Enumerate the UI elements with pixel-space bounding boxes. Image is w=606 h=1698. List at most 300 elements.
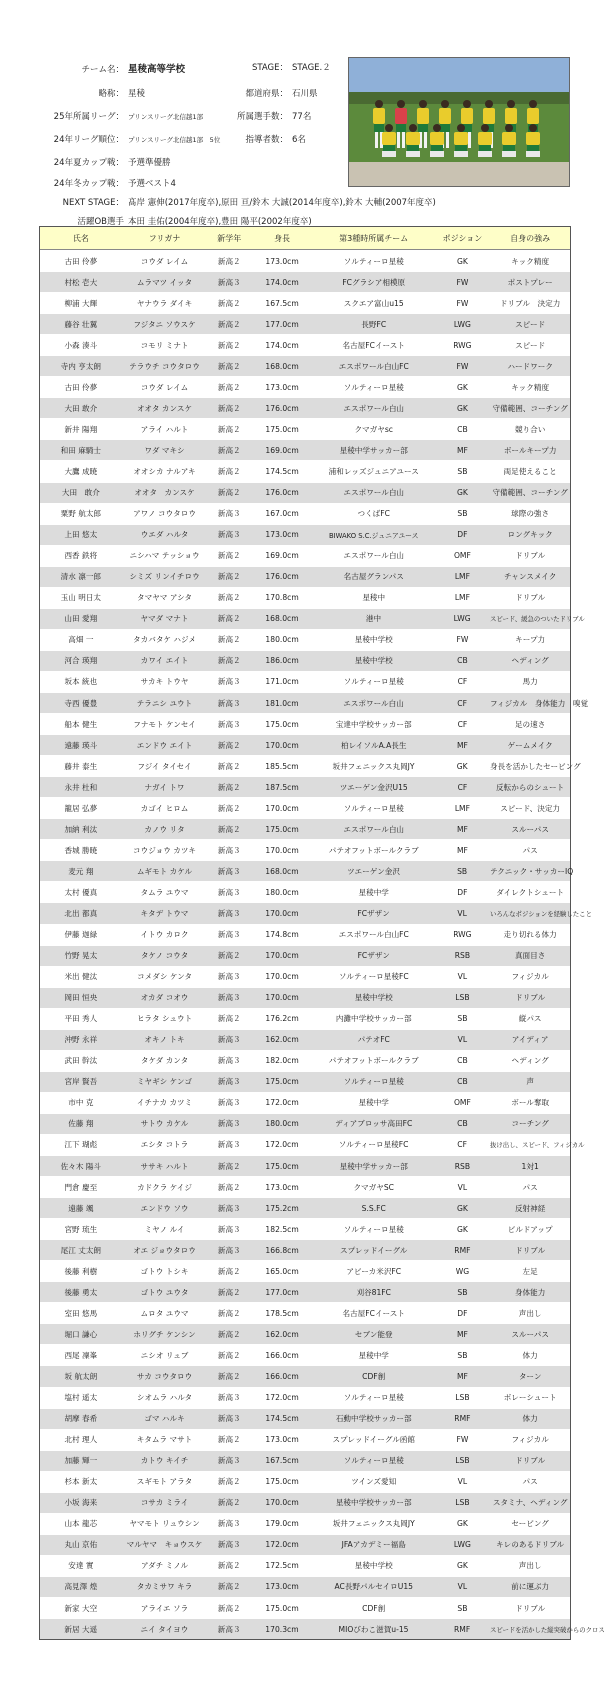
table-row (40, 566, 570, 587)
table-row (40, 482, 570, 503)
table-row (40, 650, 570, 671)
cell-furigana: アダチ ミノル (140, 1561, 189, 1571)
player-leg (468, 132, 471, 148)
cell-height: 167.5cm (265, 1456, 299, 1466)
cell-name: 沖野 永祥 (64, 1035, 98, 1045)
cell-junior-team: パテオフットボールクラブ (328, 1056, 419, 1066)
cell-furigana: スギモト アラタ (136, 1477, 193, 1487)
cell-strength: 抜け出し、スピード、フィジカル (490, 1141, 585, 1150)
table-row (40, 1218, 570, 1239)
cell-strength: 足の速さ (514, 719, 546, 729)
cell-position: RMF (454, 1624, 471, 1634)
cell-height: 165.0cm (265, 1266, 299, 1276)
pref-label: 都道府県： (245, 89, 288, 99)
cell-position: FW (456, 635, 469, 645)
cell-junior-team: ソルティーロ星稜 (343, 256, 404, 266)
cell-grade: 新高３ (217, 1098, 241, 1108)
next-stage-label: NEXT STAGE： (62, 198, 124, 208)
cell-position: SB (457, 866, 468, 876)
cell-name: 和田 麻騎士 (60, 445, 102, 455)
cell-position: FW (456, 277, 469, 287)
column-header-grade: 新学年 (217, 233, 242, 243)
cell-grade: 新高３ (217, 1393, 241, 1403)
cell-position: MF (456, 1329, 468, 1339)
cell-height: 172.0cm (265, 1140, 299, 1150)
cell-strength: ポストプレー (507, 277, 553, 287)
table-row (40, 860, 574, 881)
cell-height: 185.5cm (265, 761, 299, 771)
cell-grade: 新高２ (217, 1435, 241, 1445)
table-row (40, 1239, 570, 1260)
cell-junior-team: FCザザン (357, 951, 390, 961)
cell-height: 177.0cm (265, 319, 299, 329)
cell-junior-team: エスポワール白山 (343, 488, 405, 498)
cell-grade: 新高２ (217, 340, 241, 350)
cell-furigana: マルヤマ キョウスケ (126, 1540, 203, 1550)
cell-position: RSB (454, 951, 471, 961)
cell-strength: 走り切れる体力 (503, 930, 557, 940)
cell-grade: 新高３ (217, 972, 241, 982)
cell-strength: フィジカル (511, 1435, 549, 1445)
cell-furigana: タムラ ユウマ (140, 887, 189, 897)
player-shorts (431, 145, 443, 151)
cell-position: RMF (454, 1414, 471, 1424)
photo-track (349, 162, 569, 186)
table-row (40, 1450, 570, 1471)
cell-junior-team: JFAアカデミー福島 (341, 1540, 406, 1550)
cell-position: CB (457, 424, 468, 434)
cell-position: LSB (455, 1393, 470, 1403)
player-head (507, 100, 515, 108)
cell-height: 186.0cm (265, 656, 299, 666)
cell-furigana: サカキ トウヤ (140, 677, 189, 687)
cell-grade: 新高２ (217, 445, 241, 455)
cell-position: CB (457, 656, 468, 666)
cell-grade: 新高２ (217, 572, 241, 582)
table-row (40, 1323, 570, 1344)
table-row (40, 587, 570, 608)
cell-furigana: シミズ リンイチロウ (129, 572, 200, 582)
cell-height: 166.0cm (265, 1372, 299, 1381)
cell-position: GK (456, 256, 468, 266)
cell-furigana: シオムラ ハルタ (136, 1393, 193, 1403)
cell-furigana: コウダ レイム (140, 256, 189, 266)
cell-junior-team: 星稜中学 (358, 1098, 389, 1108)
cell-grade: 新高２ (217, 1014, 241, 1024)
next-stage-value: 髙岸 憲伸(2017年度卒),原田 亘/鈴木 大誠(2014年度卒),鈴木 大輔(2007年度卒) (128, 198, 436, 208)
cell-strength: 左足 (522, 1266, 538, 1276)
column-header-junior-team: 第3種時所属チーム (339, 233, 409, 243)
cell-position: CF (457, 698, 467, 708)
cell-junior-team: 星稜中学校 (354, 635, 393, 645)
cell-strength: スルーパス (511, 824, 549, 834)
player-head (409, 124, 417, 132)
cell-junior-team: 坂井フェニックス丸岡JY (332, 761, 415, 771)
player-head (385, 124, 393, 132)
cell-grade: 新高２ (217, 1561, 241, 1571)
cell-grade: 新高３ (217, 698, 241, 708)
cell-height: 171.0cm (265, 677, 299, 687)
cell-junior-team: エスポワール白山 (343, 698, 404, 708)
player-head (463, 100, 471, 108)
cell-name: 太村 優真 (64, 887, 98, 897)
table-row (40, 924, 570, 945)
cell-height: 178.5cm (265, 1308, 299, 1318)
cell-furigana: ニシハマ テッショウ (129, 551, 200, 561)
players-line (236, 110, 311, 122)
cell-position: GK (456, 403, 468, 413)
cell-junior-team: 星稜中学校 (354, 656, 393, 666)
player-shorts (374, 124, 384, 132)
cell-position: RWG (453, 930, 472, 940)
cell-name: 山田 愛翔 (64, 614, 98, 624)
cell-strength: 身体能力 (514, 1287, 546, 1297)
table-row (40, 545, 570, 566)
cell-furigana: アライエ ソラ (140, 1603, 189, 1613)
cell-grade: 新高３ (217, 1035, 241, 1045)
cell-position: SB (457, 466, 468, 476)
cell-name: 平田 秀人 (64, 1014, 98, 1024)
cell-grade: 新高２ (217, 361, 241, 371)
cell-position: RWG (453, 340, 472, 350)
cell-grade: 新高２ (217, 1498, 241, 1508)
cell-name: 北出 都真 (64, 908, 98, 918)
table-row (40, 1113, 570, 1134)
cell-grade: 新高２ (217, 403, 241, 413)
cell-name: 西尾 凜峯 (64, 1350, 98, 1360)
cell-strength: ロングキック (507, 530, 553, 540)
player-socks (430, 151, 444, 157)
table-row (40, 1029, 570, 1050)
league25-value: プリンスリーグ北信越1部 (128, 113, 204, 121)
cell-position: OMF (453, 551, 471, 561)
cell-junior-team: 星稜中学校 (354, 1561, 393, 1571)
cell-position: DF (457, 887, 468, 897)
cell-furigana: フナモト ケンセイ (133, 719, 196, 729)
cell-height: 170.3cm (265, 1624, 299, 1634)
cell-name: 高見澤 煌 (64, 1582, 98, 1592)
table-row (40, 1260, 570, 1281)
cell-junior-team: 星稜中学校 (354, 993, 393, 1003)
cell-strength: ドリブル (515, 593, 546, 603)
cell-height: 187.5cm (265, 782, 299, 792)
cell-grade: 新高２ (217, 256, 241, 266)
cell-name: 佐々木 陽斗 (60, 1161, 102, 1171)
player-shirt (478, 132, 492, 145)
table-row (40, 376, 570, 397)
table-row (40, 503, 570, 524)
cell-junior-team: CDF創 (362, 1603, 386, 1613)
cell-junior-team: セブン能登 (354, 1329, 393, 1339)
cell-name: 粟野 航太郎 (60, 509, 102, 519)
player-head (375, 100, 383, 108)
cell-furigana: コサカ ミライ (140, 1498, 189, 1508)
cell-junior-team: AC長野パルセイロU15 (334, 1582, 413, 1592)
cell-junior-team: ソルティーロ星稜 (343, 1077, 404, 1087)
cell-furigana: ニイ タイヨウ (140, 1624, 189, 1634)
team-name-label: チーム名： (81, 65, 124, 75)
table-row (40, 1155, 570, 1176)
cell-height: 170.0cm (265, 740, 299, 750)
cell-strength: ボレーシュート (503, 1393, 557, 1403)
cell-grade: 新高３ (217, 1519, 241, 1529)
players-label: 所属選手数： (236, 112, 288, 122)
cell-furigana: ナガイ トワ (144, 782, 185, 792)
cell-junior-team: アビーカ米沢FC (346, 1266, 402, 1276)
table-row (40, 1176, 570, 1197)
table-row (40, 1281, 570, 1302)
cell-height: 174.5cm (265, 1414, 299, 1424)
cell-position: CB (457, 1119, 468, 1129)
cell-strength: 両足使えること (503, 466, 557, 476)
player-shirt (454, 132, 468, 145)
cell-height: 170.0cm (265, 908, 299, 918)
table-row (40, 1344, 570, 1365)
cell-strength: スルーパス (511, 1329, 549, 1339)
cell-position: GK (456, 761, 468, 771)
cell-furigana: オオタ カンスケ (134, 488, 195, 498)
table-row (40, 734, 570, 755)
cell-position: WG (455, 1266, 470, 1276)
cell-height: 175.0cm (265, 1603, 299, 1613)
player-leg (375, 132, 378, 148)
table-row (40, 902, 592, 923)
player-shorts (479, 145, 491, 151)
table-row (40, 397, 570, 418)
cell-name: 河合 瑛翔 (64, 656, 98, 666)
cell-junior-team: ディアブロッサ高田FC (335, 1119, 413, 1129)
cell-height: 173.0cm (265, 256, 299, 266)
cell-strength: 反射神経 (514, 1203, 546, 1213)
cell-strength: キレのあるドリブル (496, 1540, 565, 1550)
cell-junior-team: スプレッドイーグル (340, 1245, 408, 1255)
cell-grade: 新高２ (217, 1372, 241, 1381)
table-row (40, 439, 570, 460)
cell-name: 寺西 優豊 (64, 698, 98, 708)
cell-junior-team: 星稜中学 (358, 1350, 389, 1360)
player-shirt (527, 108, 539, 124)
cell-grade: 新高２ (217, 951, 241, 961)
cell-furigana: アライ ハルト (140, 424, 189, 434)
rank24-value: プリンスリーグ北信越1部 5位 (128, 136, 221, 144)
cell-furigana: コモリ ミナト (140, 340, 189, 350)
cell-furigana: ヒラタ シュウト (136, 1014, 193, 1024)
cell-height: 174.5cm (265, 466, 299, 476)
abbr-label: 略称： (98, 89, 124, 99)
cell-height: 181.0cm (265, 698, 299, 708)
cell-position: LWG (453, 319, 471, 329)
cell-grade: 新高２ (217, 298, 241, 308)
cell-position: CF (457, 677, 468, 687)
cell-strength: キック精度 (511, 382, 550, 392)
cell-height: 170.0cm (265, 803, 299, 813)
player-head (529, 124, 537, 132)
cell-grade: 新高３ (217, 1540, 241, 1550)
cell-name: 武田 幹汰 (64, 1056, 98, 1066)
player-shirt (373, 108, 385, 124)
cell-furigana: カゴイ ヒロム (140, 803, 189, 813)
rank24-label: 24年リーグ順位： (53, 135, 124, 145)
cell-height: 175.0cm (265, 424, 299, 434)
cell-grade: 新高３ (217, 277, 241, 287)
cell-junior-team: ツエーゲン金沢U15 (339, 782, 408, 792)
cell-grade: 新高３ (217, 993, 241, 1003)
cell-name: 高畑 一 (68, 635, 94, 645)
player-shorts (418, 124, 428, 132)
cell-strength: ドリブル (515, 993, 546, 1003)
cell-position: GK (456, 1519, 468, 1529)
team-photo (348, 57, 570, 187)
cell-grade: 新高２ (217, 1582, 241, 1592)
cell-furigana: オエ ジョウタロウ (133, 1245, 196, 1255)
cell-furigana: エンドウ エイト (136, 740, 193, 750)
cell-name: 大鷹 成暁 (64, 466, 98, 476)
cell-junior-team: ソルティーロ星稜 (343, 382, 404, 392)
cell-furigana: ワダ マキシ (144, 445, 185, 455)
column-header-furigana: フリガナ (148, 233, 181, 243)
cell-junior-team: 星稜中 (362, 593, 386, 603)
player-shirt (439, 108, 451, 124)
cell-strength: スピード、決定力 (500, 803, 561, 813)
cell-strength: 体力 (522, 1350, 538, 1360)
cell-height: 170.0cm (265, 1498, 299, 1508)
cell-junior-team: スクエア富山u15 (343, 298, 404, 308)
cell-junior-team: ツインズ愛知 (351, 1477, 397, 1487)
stage-value: STAGE.２ (292, 63, 331, 73)
cell-grade: 新高３ (217, 1140, 241, 1150)
cell-height: 170.0cm (265, 993, 299, 1003)
cell-grade: 新高３ (217, 1414, 241, 1424)
cell-position: OMF (453, 1098, 471, 1108)
cell-junior-team: パテオフットボールクラブ (328, 845, 419, 855)
table-row (40, 818, 570, 839)
table-row (40, 1555, 570, 1576)
cell-height: 172.5cm (265, 1561, 299, 1571)
cell-name: 丸山 京佑 (64, 1540, 98, 1550)
cell-height: 174.8cm (265, 930, 299, 940)
winter24-line (40, 177, 176, 189)
cell-furigana: ニシオ リュブ (140, 1350, 189, 1360)
cell-position: LSB (455, 1498, 470, 1508)
table-body (40, 250, 605, 1639)
cell-strength: ボールキープ力 (503, 445, 557, 455)
cell-name: 堀口 謙心 (64, 1329, 98, 1339)
cell-junior-team: 刈谷81FC (356, 1287, 391, 1297)
cell-name: 古田 伶夢 (64, 382, 98, 392)
cell-strength: パス (522, 845, 538, 855)
cell-height: 166.8cm (265, 1245, 299, 1255)
table-row (40, 1471, 570, 1492)
cell-junior-team: ソルティーロ星稜FC (338, 972, 409, 982)
player-shirt (483, 108, 495, 124)
cell-furigana: カトウ キイチ (140, 1456, 189, 1466)
cell-furigana: フジイ タイセイ (137, 761, 192, 771)
cell-position: DF (457, 1308, 468, 1318)
cell-furigana: キタデ トウマ (140, 908, 189, 918)
coaches-label: 指導者数： (245, 135, 288, 145)
cell-strength: 身長を活かしたセービング (490, 761, 581, 771)
cell-furigana: ムラマツ イッタ (136, 277, 193, 287)
cell-strength: スピードを活かした縦突破からのクロス (490, 1625, 605, 1634)
cell-strength: コーチング (511, 1119, 549, 1129)
cell-junior-team: エスポワール白山 (343, 824, 405, 834)
cell-position: MF (456, 1372, 468, 1381)
player-shorts (440, 124, 450, 132)
cell-grade: 新高２ (217, 1308, 241, 1318)
cell-height: 182.0cm (265, 1056, 299, 1066)
cell-name: 後藤 利樹 (64, 1266, 98, 1276)
cell-grade: 新高２ (217, 466, 241, 476)
column-header-strength: 自身の強み (510, 233, 551, 243)
table-row (40, 1534, 570, 1555)
league25-line (40, 110, 203, 122)
cell-grade: 新高２ (217, 488, 241, 498)
cell-furigana: キタムラ マサト (136, 1435, 193, 1445)
rank24-line (40, 133, 220, 145)
table-row (40, 692, 589, 713)
cell-junior-team: クマガヤsc (354, 424, 393, 434)
cell-height: 176.0cm (265, 572, 299, 582)
cell-strength: ボール奪取 (511, 1098, 550, 1108)
cell-junior-team: BIWAKO S.C.ジュニアユース (329, 531, 419, 540)
player-shirt (430, 132, 444, 145)
player-shirt (382, 132, 396, 145)
cell-junior-team: 港中 (365, 614, 382, 624)
cell-name: 塩村 遥太 (64, 1393, 98, 1403)
player-shorts (503, 145, 515, 151)
cell-position: CB (457, 1056, 468, 1066)
cell-height: 179.0cm (265, 1519, 299, 1529)
cell-furigana: ウエダ ハルタ (140, 530, 189, 540)
cell-junior-team: 名古屋FCイースト (342, 340, 405, 350)
table-row (40, 881, 570, 902)
winter24-label: 24年冬カップ戦： (53, 179, 124, 189)
cell-strength: ヘディング (511, 656, 549, 666)
cell-grade: 新高３ (217, 1056, 241, 1066)
cell-height: 168.0cm (265, 866, 299, 876)
cell-junior-team: 名古屋グランパス (343, 572, 404, 582)
cell-furigana: オカダ コオウ (140, 993, 189, 1003)
cell-strength: ドリブル 決定力 (499, 298, 561, 308)
table-row (40, 608, 585, 629)
table-row (40, 1197, 570, 1218)
player-shorts (527, 145, 539, 151)
cell-name: 籠居 弘夢 (64, 803, 98, 813)
cell-strength: ハードワーク (507, 361, 553, 371)
cell-strength: フィジカル 身体能力 嗅覚 (490, 698, 589, 708)
cell-height: 176.2cm (265, 1014, 299, 1024)
column-header-position: ポジション (442, 233, 483, 243)
cell-height: 180.0cm (265, 887, 299, 897)
cell-grade: 新高２ (217, 824, 241, 834)
player-shirt (505, 108, 517, 124)
cell-height: 175.0cm (265, 719, 299, 729)
cell-grade: 新高２ (217, 761, 241, 771)
cell-position: RSB (454, 1161, 471, 1171)
table-row (40, 839, 570, 860)
cell-name: 竹野 晃太 (64, 951, 98, 961)
players-value: 77名 (292, 112, 312, 122)
cell-junior-team: FCザザン (357, 908, 390, 918)
cell-grade: 新高３ (217, 1119, 241, 1129)
table-row (40, 1092, 570, 1113)
cell-grade: 新高３ (217, 719, 241, 729)
cell-height: 175.0cm (265, 1077, 299, 1087)
stage-label: STAGE： (251, 63, 288, 73)
cell-grade: 新高３ (217, 1245, 241, 1255)
cell-furigana: ゴトウ トシキ (140, 1266, 189, 1276)
cell-position: DF (457, 530, 468, 540)
